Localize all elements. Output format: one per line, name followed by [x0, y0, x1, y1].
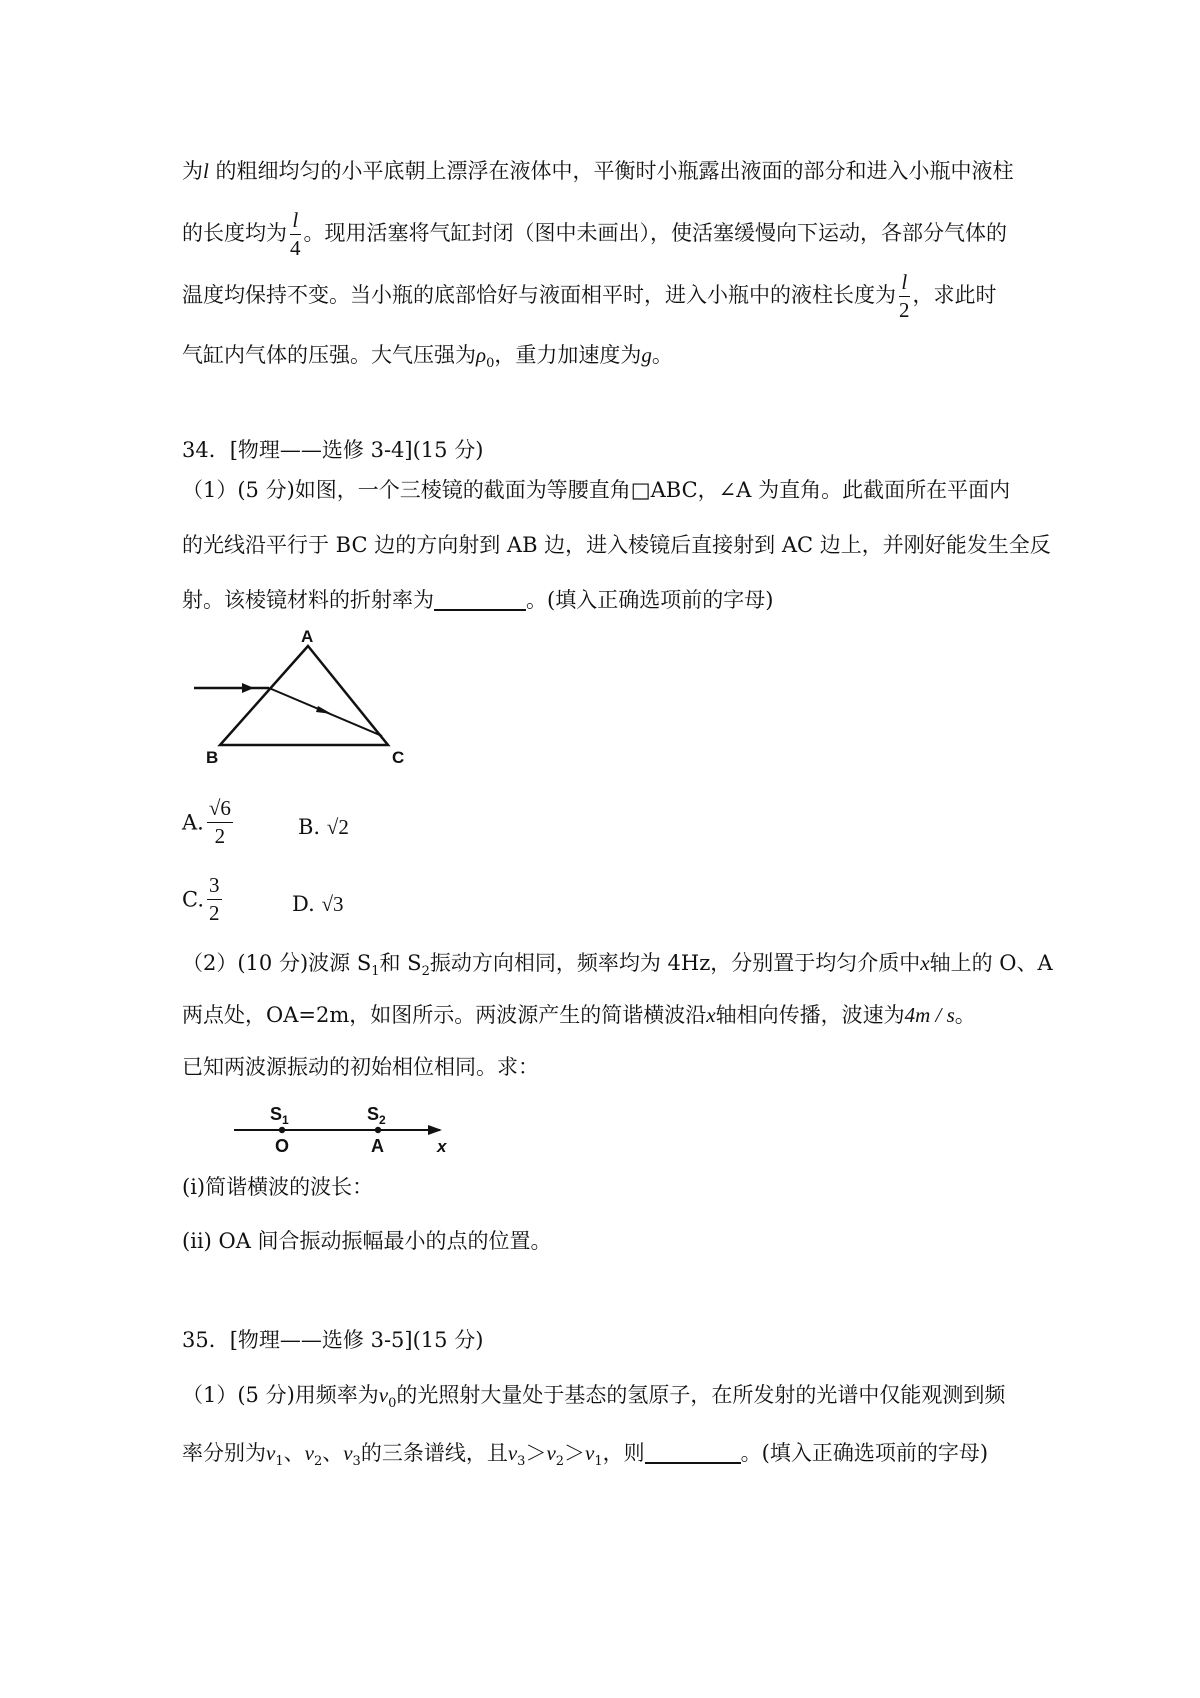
text-span: 和 S — [379, 951, 422, 975]
vertex-label-b: B — [206, 748, 219, 765]
sqrt-3: √3 — [321, 892, 344, 916]
q33-line-3 — [182, 272, 997, 321]
text-span: （2）(10 分)波源 S — [182, 951, 372, 975]
subscript: 3 — [517, 1454, 526, 1469]
fraction-3-over-2 — [207, 875, 222, 924]
text-span: 。现用活塞将气缸封闭（图中未画出），使活塞缓慢向下运动，各部分气体的 — [303, 221, 1007, 245]
subscript: 1 — [275, 1454, 284, 1469]
subscript: 1 — [371, 964, 380, 979]
option-label: D. — [292, 892, 315, 916]
text-span: 的光照射大量处于基态的氢原子，在所发射的光谱中仅能观测到频 — [396, 1383, 1006, 1407]
prism-triangle — [220, 646, 388, 745]
sqrt-2: √2 — [326, 815, 349, 839]
var-v: v — [266, 1441, 276, 1465]
arrow-right-icon — [316, 706, 332, 714]
q34-p2-line-2 — [182, 1000, 976, 1030]
q34-p1-line-3 — [182, 585, 773, 615]
option-c[interactable] — [182, 875, 225, 924]
answer-blank — [434, 589, 526, 611]
text-span: 为 — [182, 159, 203, 183]
greater-than: ＞ — [525, 1441, 547, 1465]
var-v: v — [507, 1441, 518, 1465]
subscript: 1 — [594, 1454, 603, 1469]
arrow-right-icon — [428, 1125, 442, 1135]
q33-line-1 — [182, 156, 1014, 186]
wave-speed: 4m / s — [904, 1003, 955, 1027]
var-x: x — [920, 951, 930, 975]
text-span: 。(填入正确选项前的字母) — [526, 588, 774, 612]
text-span: 射。该棱镜材料的折射率为 — [182, 588, 434, 612]
label-s2: $S_2$ — [367, 1104, 386, 1127]
q34-p2-line-3: 已知两波源振动的初始相位相同。求： — [182, 1055, 539, 1079]
numerator: l — [290, 210, 301, 235]
text-span: （1）(5 分)用频率为 — [182, 1383, 379, 1407]
option-d[interactable] — [292, 892, 343, 917]
subscript: 2 — [313, 1454, 323, 1469]
q34-p1-line-1: （1）(5 分)如图，一个三棱镜的截面为等腰直角□ABC，∠A 为直角。此截面所在平面内 — [182, 478, 1011, 502]
label-x: x — [437, 1137, 447, 1156]
q33-line-4 — [182, 340, 673, 379]
var-v: v — [585, 1441, 595, 1465]
var-v: v — [378, 1383, 389, 1407]
source-point-o — [279, 1127, 285, 1133]
text-span: ，重力加速度为 — [494, 343, 642, 367]
text-span: 轴上的 O、A — [929, 951, 1053, 975]
q35-p1-line-1 — [182, 1380, 1005, 1419]
text-span: 的三条谱线，且 — [360, 1441, 508, 1465]
answer-blank — [645, 1442, 741, 1464]
vertex-label-c: C — [392, 748, 405, 765]
label-a: A — [371, 1136, 384, 1156]
numerator: √6 — [207, 798, 233, 823]
var-x: x — [706, 1003, 716, 1027]
text-span: 。 — [651, 343, 673, 367]
subscript: 3 — [352, 1454, 361, 1469]
text-span: 率分别为 — [182, 1441, 266, 1465]
q34-p2-line-1 — [182, 948, 1053, 987]
numerator: l — [899, 272, 910, 297]
q33-line-2 — [182, 210, 1007, 259]
var-v: v — [546, 1441, 556, 1465]
wave-source-axis-figure — [230, 1100, 460, 1160]
q35-header: 35．[物理——选修 3-5](15 分) — [182, 1328, 484, 1352]
text-span: 的长度均为 — [182, 221, 287, 245]
q34-sub-ii: (ⅱ) OA 间合振动振幅最小的点的位置。 — [182, 1229, 552, 1253]
text-span: ，则 — [602, 1441, 645, 1465]
prism-figure — [190, 630, 430, 765]
q34-header: 34．[物理——选修 3-4](15 分) — [182, 438, 484, 462]
arrow-right-icon — [242, 683, 254, 693]
text-span: 轴相向传播，波速为 — [715, 1003, 905, 1027]
option-label: C. — [182, 887, 204, 912]
separator: 、 — [283, 1441, 305, 1465]
denominator: 2 — [209, 901, 220, 925]
vertex-label-a: A — [301, 630, 314, 646]
numerator: 3 — [207, 875, 222, 900]
q34-p1-line-2: 的光线沿平行于 BC 边的方向射到 AB 边，进入棱镜后直接射到 AC 边上，并刚好能发生全反 — [182, 533, 1051, 557]
denominator: 4 — [290, 236, 301, 260]
option-b[interactable] — [298, 815, 349, 840]
text-span: 气缸内气体的压强。大气压强为 — [182, 343, 476, 367]
text-span: 。(填入正确选项前的字母) — [740, 1441, 989, 1465]
var-v: v — [343, 1441, 353, 1465]
option-label: A. — [182, 810, 204, 835]
denominator: 2 — [899, 298, 910, 322]
var-rho: ρ — [476, 343, 487, 367]
denominator: 2 — [214, 824, 226, 848]
text-span: ，求此时 — [912, 283, 997, 307]
option-a[interactable] — [182, 798, 236, 847]
var-g: g — [641, 343, 652, 367]
separator: 、 — [322, 1441, 344, 1465]
subscript: 2 — [555, 1454, 565, 1469]
text-span: 两点处，OA=2m，如图所示。两波源产生的简谐横波沿 — [182, 1003, 707, 1027]
text-span: 。 — [954, 1003, 976, 1027]
subscript: 0 — [388, 1396, 397, 1411]
text-span: 温度均保持不变。当小瓶的底部恰好与液面相平时，进入小瓶中的液柱长度为 — [182, 283, 896, 307]
source-point-a — [375, 1127, 381, 1133]
fraction-l-over-4 — [290, 210, 301, 259]
label-o: O — [275, 1136, 290, 1156]
text-span: 的粗细均匀的小平底朝上漂浮在液体中，平衡时小瓶露出液面的部分和进入小瓶中液柱 — [208, 159, 1014, 183]
greater-than: ＞ — [564, 1441, 586, 1465]
option-label: B. — [298, 815, 321, 839]
subscript: 0 — [486, 356, 495, 371]
subscript: 2 — [421, 964, 430, 979]
fraction-sqrt6-over-2 — [207, 798, 233, 847]
var-v: v — [304, 1441, 314, 1465]
q35-p1-line-2 — [182, 1438, 988, 1477]
text-span: 振动方向相同，频率均为 4Hz，分别置于均匀介质中 — [429, 951, 921, 975]
label-s1: $S_1$ — [270, 1104, 289, 1127]
q34-sub-i: (ⅰ)简谐横波的波长： — [182, 1175, 374, 1199]
var-l: l — [203, 159, 209, 183]
fraction-l-over-2 — [899, 272, 910, 321]
